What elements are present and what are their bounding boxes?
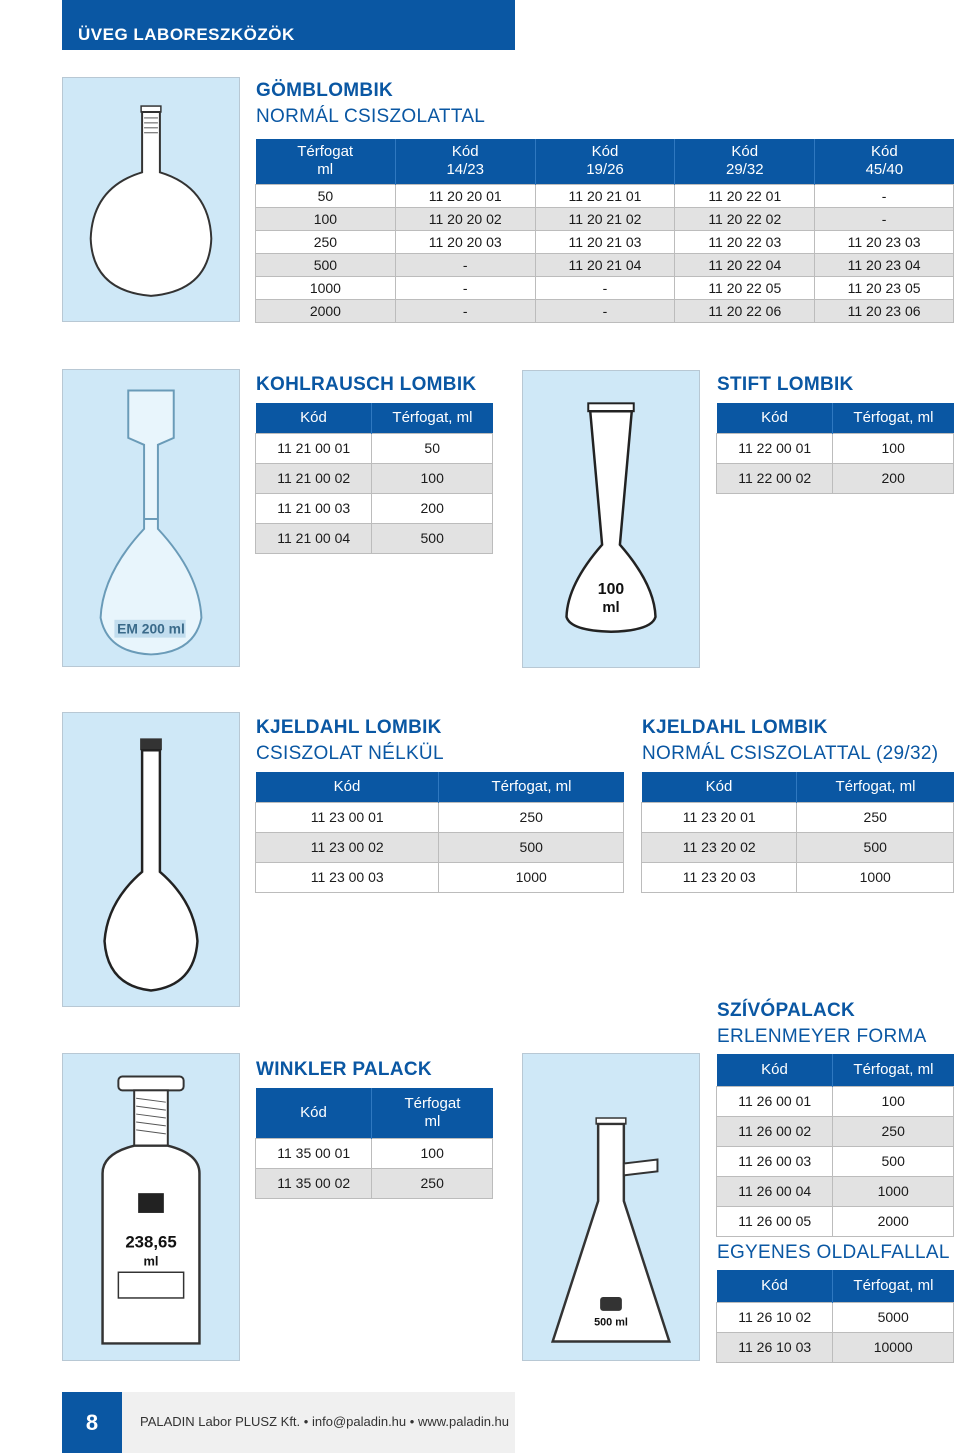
kjeldahl-image xyxy=(62,712,240,1007)
table-row: 11 23 20 01 250 xyxy=(642,802,954,832)
stift-table xyxy=(716,403,954,494)
table-row: 11 26 00 01 100 xyxy=(717,1086,954,1116)
table-row: 11 26 00 04 1000 xyxy=(717,1176,954,1206)
table-row: 11 26 10 03 10000 xyxy=(717,1332,954,1362)
table-row: 11 23 00 03 1000 xyxy=(256,862,624,892)
footer-sep: • xyxy=(303,1414,309,1429)
table-row: 50 11 20 20 01 11 20 21 01 11 20 22 01 - xyxy=(256,184,954,207)
col-header-volume: Térfogat, ml xyxy=(797,772,954,802)
kjeldahl2-title: KJELDAHL LOMBIK xyxy=(642,717,828,738)
header-band xyxy=(62,0,515,50)
table-row: 11 22 00 02 200 xyxy=(717,463,954,493)
col-header-code: Kód xyxy=(642,772,797,802)
table-row: 11 35 00 01 100 xyxy=(256,1138,493,1168)
table-row: 11 26 00 03 500 xyxy=(717,1146,954,1176)
col-header-code: Kód xyxy=(717,1270,833,1302)
winkler-title: WINKLER PALACK xyxy=(256,1059,432,1080)
col-header-code: Kód xyxy=(256,772,439,802)
stift-image xyxy=(522,370,700,668)
stift-flask-label-1: 100 xyxy=(597,581,625,599)
footer-web[interactable]: www.paladin.hu xyxy=(417,1414,510,1429)
winkler-bottle-label-1: 238,65 xyxy=(125,1232,177,1252)
winkler-bottle-label-2: ml xyxy=(143,1253,159,1269)
winkler-table xyxy=(255,1088,493,1199)
szivopalack-subtitle: ERLENMEYER FORMA xyxy=(717,1026,927,1047)
table-row: 250 11 20 20 03 11 20 21 03 11 20 22 03 11 20 23 03 xyxy=(256,230,954,253)
col-header-volume: Térfogat, ml xyxy=(439,772,624,802)
table-row: 11 35 00 02 250 xyxy=(256,1168,493,1198)
col-header-code: Kód xyxy=(717,1054,833,1086)
table-row: 100 11 20 20 02 11 20 21 02 11 20 22 02 - xyxy=(256,207,954,230)
kjeldahl1-table xyxy=(255,772,624,893)
szivopalack-image xyxy=(522,1053,700,1361)
table-row: 11 21 00 03 200 xyxy=(256,493,493,523)
gomblombik-image xyxy=(62,77,240,322)
table-row: 11 23 00 02 500 xyxy=(256,832,624,862)
footer-contact xyxy=(140,1414,509,1429)
col-header-volume: Térfogat, ml xyxy=(833,1054,954,1086)
szivopalack-table xyxy=(716,1054,954,1237)
table-row: 11 21 00 01 50 xyxy=(256,433,493,463)
col-header-code-4540: Kód 45/40 xyxy=(815,139,954,184)
table-row: 11 23 20 03 1000 xyxy=(642,862,954,892)
table-row: 2000 - - 11 20 22 06 11 20 23 06 xyxy=(256,299,954,322)
egyenes-table xyxy=(716,1270,954,1363)
kjeldahl2-subtitle: NORMÁL CSISZOLATTAL (29/32) xyxy=(642,743,939,764)
col-header-code-2932: Kód 29/32 xyxy=(675,139,815,184)
table-row: 500 - 11 20 21 04 11 20 22 04 11 20 23 04 xyxy=(256,253,954,276)
winkler-image xyxy=(62,1053,240,1361)
table-row: 11 21 00 02 100 xyxy=(256,463,493,493)
szivopalack-flask-label: 500 ml xyxy=(594,1316,628,1329)
table-row: 11 22 00 01 100 xyxy=(717,433,954,463)
col-header-volume: Térfogat ml xyxy=(372,1088,493,1138)
kohlrausch-table xyxy=(255,403,493,554)
header-title: ÜVEG LABORESZKÖZÖK xyxy=(78,25,295,44)
col-header-code: Kód xyxy=(256,403,372,433)
stift-flask-label-2: ml xyxy=(602,599,620,616)
gomblombik-subtitle: NORMÁL CSISZOLATTAL xyxy=(256,106,486,127)
kohlrausch-title: KOHLRAUSCH LOMBIK xyxy=(256,374,477,395)
table-row: 11 26 00 02 250 xyxy=(717,1116,954,1146)
col-header-code: Kód xyxy=(256,1088,372,1138)
kohlrausch-flask-label: EM 200 ml xyxy=(117,620,185,637)
footer-company: PALADIN Labor PLUSZ Kft. xyxy=(140,1414,301,1429)
kjeldahl1-title: KJELDAHL LOMBIK xyxy=(256,717,442,738)
egyenes-title: EGYENES OLDALFALLAL xyxy=(717,1242,950,1263)
table-row: 1000 - - 11 20 22 05 11 20 23 05 xyxy=(256,276,954,299)
col-header-volume: Térfogat, ml xyxy=(372,403,493,433)
col-header-code-1423: Kód 14/23 xyxy=(395,139,535,184)
gomblombik-title: GÖMBLOMBIK xyxy=(256,80,394,101)
table-row: 11 26 10 02 5000 xyxy=(717,1302,954,1332)
col-header-volume: Térfogat, ml xyxy=(833,403,954,433)
table-row: 11 23 00 01 250 xyxy=(256,802,624,832)
szivopalack-title: SZÍVÓPALACK xyxy=(717,1000,856,1021)
kjeldahl2-table xyxy=(641,772,954,893)
footer-email[interactable]: info@paladin.hu xyxy=(311,1414,407,1429)
table-row: 11 26 00 05 2000 xyxy=(717,1206,954,1236)
kjeldahl1-subtitle: CSISZOLAT NÉLKÜL xyxy=(256,743,444,764)
col-header-code: Kód xyxy=(717,403,833,433)
col-header-volume: Térfogat, ml xyxy=(833,1270,954,1302)
table-row: 11 23 20 02 500 xyxy=(642,832,954,862)
page-number: 8 xyxy=(62,1392,122,1453)
col-header-code-1926: Kód 19/26 xyxy=(535,139,675,184)
footer-sep: • xyxy=(409,1414,415,1429)
stift-title: STIFT LOMBIK xyxy=(717,374,854,395)
table-row: 11 21 00 04 500 xyxy=(256,523,493,553)
gomblombik-table xyxy=(255,139,954,323)
kohlrausch-image xyxy=(62,369,240,667)
col-header-volume: Térfogat ml xyxy=(256,139,396,184)
